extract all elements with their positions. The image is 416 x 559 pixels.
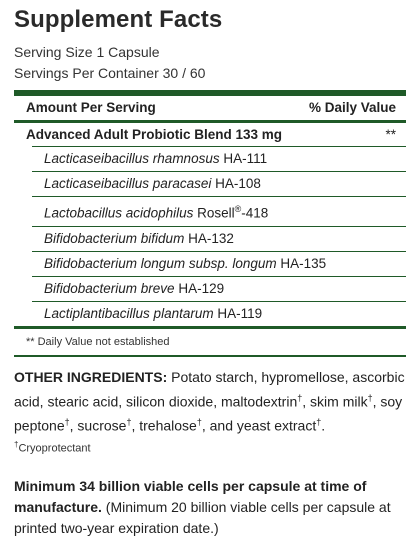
strain-code: HA-108 — [211, 176, 261, 191]
strain-species: Lacticaseibacillus rhamnosus — [44, 151, 220, 166]
strain-item — [32, 196, 406, 226]
dagger-mark: † — [367, 392, 373, 403]
dagger-mark: † — [64, 417, 70, 428]
strain-list — [14, 146, 406, 326]
dagger-mark: † — [126, 417, 132, 428]
dagger-mark: † — [297, 392, 303, 403]
ingredient-text: , soy peptone — [14, 393, 403, 434]
footnote-text: Cryoprotectant — [18, 442, 91, 455]
dagger-mark: † — [196, 417, 202, 428]
strain-item — [32, 226, 406, 251]
amount-header-row — [14, 96, 406, 120]
strain-species: Bifidobacterium breve — [44, 280, 175, 296]
panel-bottom-divider — [14, 355, 406, 357]
strain-item — [32, 171, 406, 196]
strain-code: HA-132 — [184, 230, 234, 246]
amount-per-serving-label: Amount Per Serving — [26, 100, 156, 115]
ingredient-text: Potato starch, hypromellose, ascorbic acid, stearic acid, silicon dioxide, maltodextrin — [14, 368, 405, 410]
serving-size: Serving Size 1 Capsule — [14, 44, 160, 60]
blend-daily-value: ** — [385, 127, 396, 142]
dagger-mark: † — [316, 417, 322, 428]
daily-value-note: ** Daily Value not established — [26, 335, 170, 348]
viability-bold: Minimum 34 billion viable cells per capsule at time of manufacture. — [14, 478, 367, 516]
strain-species: Lacticaseibacillus paracasei — [44, 176, 212, 191]
strain-code: HA-135 — [276, 255, 327, 271]
ingredient-text: . — [321, 417, 326, 434]
strain-code: HA-129 — [174, 280, 225, 296]
strain-code: HA-119 — [213, 305, 263, 321]
blend-name: Advanced Adult Probiotic Blend 133 mg — [26, 127, 283, 142]
viability-normal: (Minimum 20 billion viable cells per capsule at printed two-year expiration date.) — [14, 499, 391, 537]
other-ingredients — [14, 367, 406, 437]
ingredient-text: , sucrose — [69, 417, 127, 434]
ingredient-text: , skim milk — [302, 393, 368, 410]
registered-mark: ® — [234, 204, 242, 214]
strain-item — [32, 301, 406, 326]
servings-per-container: Servings Per Container 30 / 60 — [14, 65, 206, 81]
strain-species: Bifidobacterium longum subsp. longum — [44, 255, 277, 271]
dagger-mark: † — [14, 439, 19, 449]
strain-species: Lactobacillus acidophilus — [44, 205, 194, 221]
strain-species: Bifidobacterium bifidum — [44, 230, 185, 246]
cryoprotectant-footnote — [14, 440, 406, 455]
blend-row — [14, 123, 406, 146]
daily-value-label: % Daily Value — [308, 100, 396, 115]
other-ingredients-label: OTHER INGREDIENTS: — [14, 368, 168, 385]
viability-statement — [14, 476, 406, 539]
strain-code-suffix: -418 — [241, 205, 269, 221]
strain-item — [32, 146, 406, 171]
panel-title: Supplement Facts — [14, 6, 223, 33]
strain-code: Rosell — [193, 205, 235, 221]
ingredient-text: , trehalose — [131, 417, 197, 434]
strain-species: Lactiplantibacillus plantarum — [44, 305, 214, 321]
ingredient-text: , and yeast extract — [201, 417, 317, 434]
strain-item — [32, 276, 406, 301]
strain-code: HA-111 — [219, 151, 268, 166]
strain-item — [32, 251, 406, 276]
